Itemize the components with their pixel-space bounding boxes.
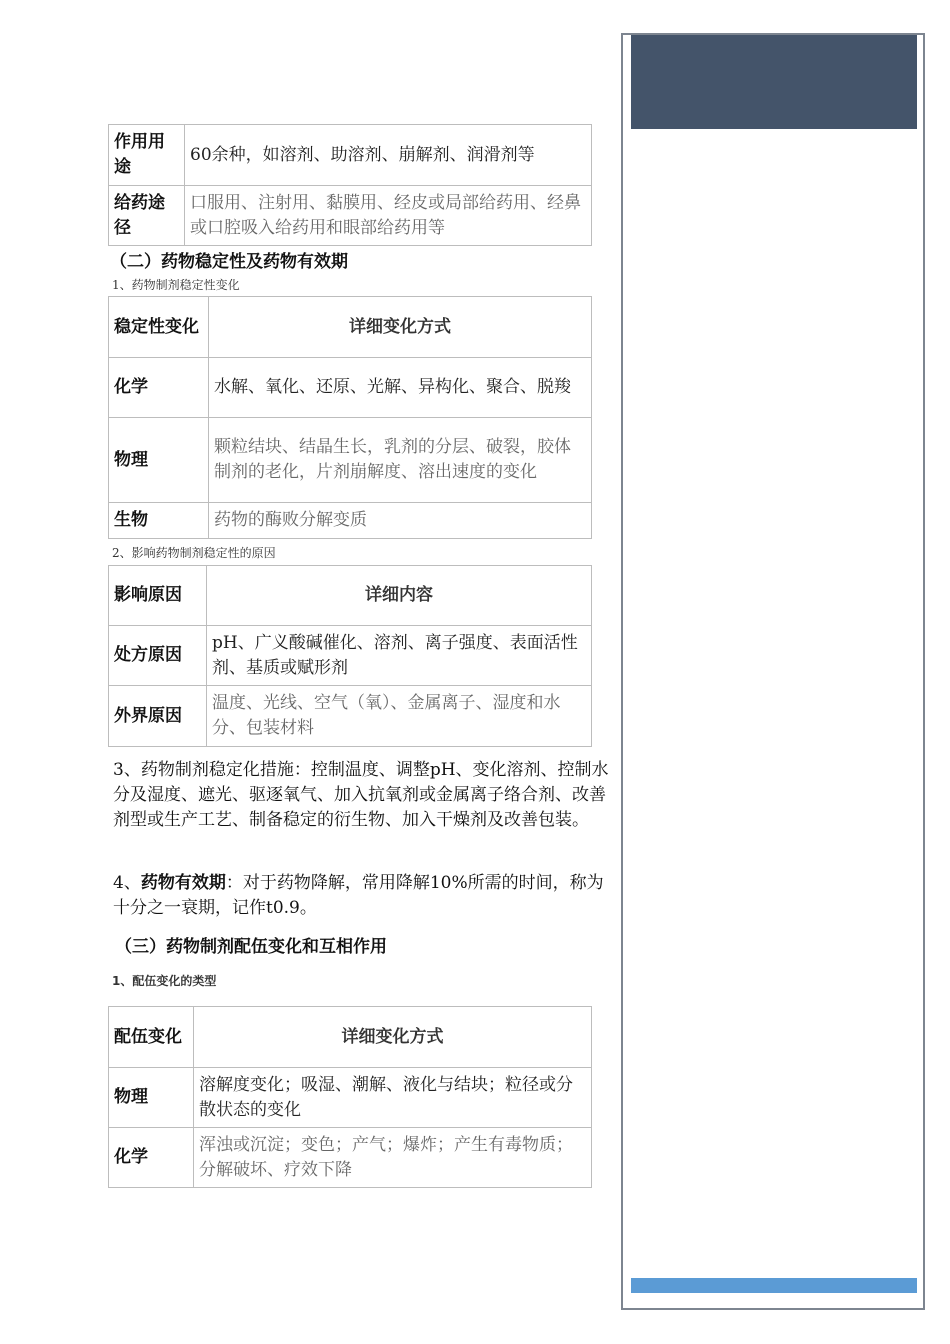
table-header-row bbox=[109, 566, 592, 626]
row-key: 生物 bbox=[109, 503, 209, 539]
subsection-heading: 2、影响药物制剂稳定性的原因 bbox=[112, 546, 276, 560]
row-value: 温度、光线、空气（氧）、金属离子、湿度和水分、包装材料 bbox=[207, 686, 592, 747]
causes-table bbox=[108, 565, 592, 747]
table-header-row bbox=[109, 297, 592, 358]
stability-table bbox=[108, 296, 592, 539]
row-value: 溶解度变化；吸湿、潮解、液化与结块；粒径或分散状态的变化 bbox=[194, 1068, 592, 1128]
header-value: 详细变化方式 bbox=[209, 297, 592, 358]
row-value: 水解、氧化、还原、光解、异构化、聚合、脱羧 bbox=[209, 358, 592, 418]
table-row bbox=[109, 1128, 592, 1188]
stabilization-measures-paragraph: 3、药物制剂稳定化措施：控制温度、调整pH、变化溶剂、控制水分及湿度、遮光、驱逐氧气、加入抗氧剂或金属离子络合剂、改善剂型或生产工艺、制备稳定的衍生物、加入干燥剂及改善包装。 bbox=[113, 760, 609, 830]
table-row bbox=[109, 503, 592, 539]
compatibility-table bbox=[108, 1006, 592, 1188]
header-key: 配伍变化 bbox=[109, 1007, 194, 1068]
section-heading: （三）药物制剂配伍变化和互相作用 bbox=[115, 937, 387, 957]
sidebar-footer-bar bbox=[631, 1278, 917, 1293]
row-key: 作用用途 bbox=[109, 125, 185, 186]
row-value: 口服用、注射用、黏膜用、经皮或局部给药用、经鼻或口腔吸入给药用和眼部给药用等 bbox=[185, 186, 592, 246]
row-key: 物理 bbox=[109, 1068, 194, 1128]
table-header-row bbox=[109, 1007, 592, 1068]
row-value: pH、广义酸碱催化、溶剂、离子强度、表面活性剂、基质或赋形剂 bbox=[207, 626, 592, 686]
shelf-life-paragraph bbox=[108, 871, 613, 921]
row-key: 化学 bbox=[109, 358, 209, 418]
table-row bbox=[109, 125, 592, 186]
row-key: 化学 bbox=[109, 1128, 194, 1188]
header-value: 详细内容 bbox=[207, 566, 592, 626]
table-row bbox=[109, 626, 592, 686]
row-value: 浑浊或沉淀；变色；产气；爆炸；产生有毒物质；分解破坏、疗效下降 bbox=[194, 1128, 592, 1188]
row-value: 60余种，如溶剂、助溶剂、崩解剂、润滑剂等 bbox=[185, 125, 592, 186]
table-row bbox=[109, 186, 592, 246]
row-value: 颗粒结块、结晶生长，乳剂的分层、破裂，胶体制剂的老化，片剂崩解度、溶出速度的变化 bbox=[209, 418, 592, 503]
subsection-heading: 1、配伍变化的类型 bbox=[112, 974, 217, 988]
subsection-heading: 1、药物制剂稳定性变化 bbox=[112, 278, 240, 292]
table-row bbox=[109, 418, 592, 503]
section-heading: （二）药物稳定性及药物有效期 bbox=[110, 252, 348, 272]
header-key: 稳定性变化 bbox=[109, 297, 209, 358]
table-row bbox=[109, 358, 592, 418]
row-key: 外界原因 bbox=[109, 686, 207, 747]
table-row bbox=[109, 686, 592, 747]
table-row bbox=[109, 1068, 592, 1128]
para-text: ：对于药物降解，常用降解10%所需的时间，称为十分之一衰期，记作t0.9。 bbox=[113, 873, 604, 918]
row-value: 药物的酶败分解变质 bbox=[209, 503, 592, 539]
sidebar-panel bbox=[621, 33, 925, 1310]
row-key: 物理 bbox=[109, 418, 209, 503]
header-value: 详细变化方式 bbox=[194, 1007, 592, 1068]
header-key: 影响原因 bbox=[109, 566, 207, 626]
para-bold-term: 药物有效期 bbox=[140, 873, 226, 893]
row-key: 给药途径 bbox=[109, 186, 185, 246]
para-prefix: 4、 bbox=[113, 873, 141, 893]
row-key: 处方原因 bbox=[109, 626, 207, 686]
sidebar-header-block bbox=[631, 35, 917, 129]
usage-table bbox=[108, 124, 592, 246]
